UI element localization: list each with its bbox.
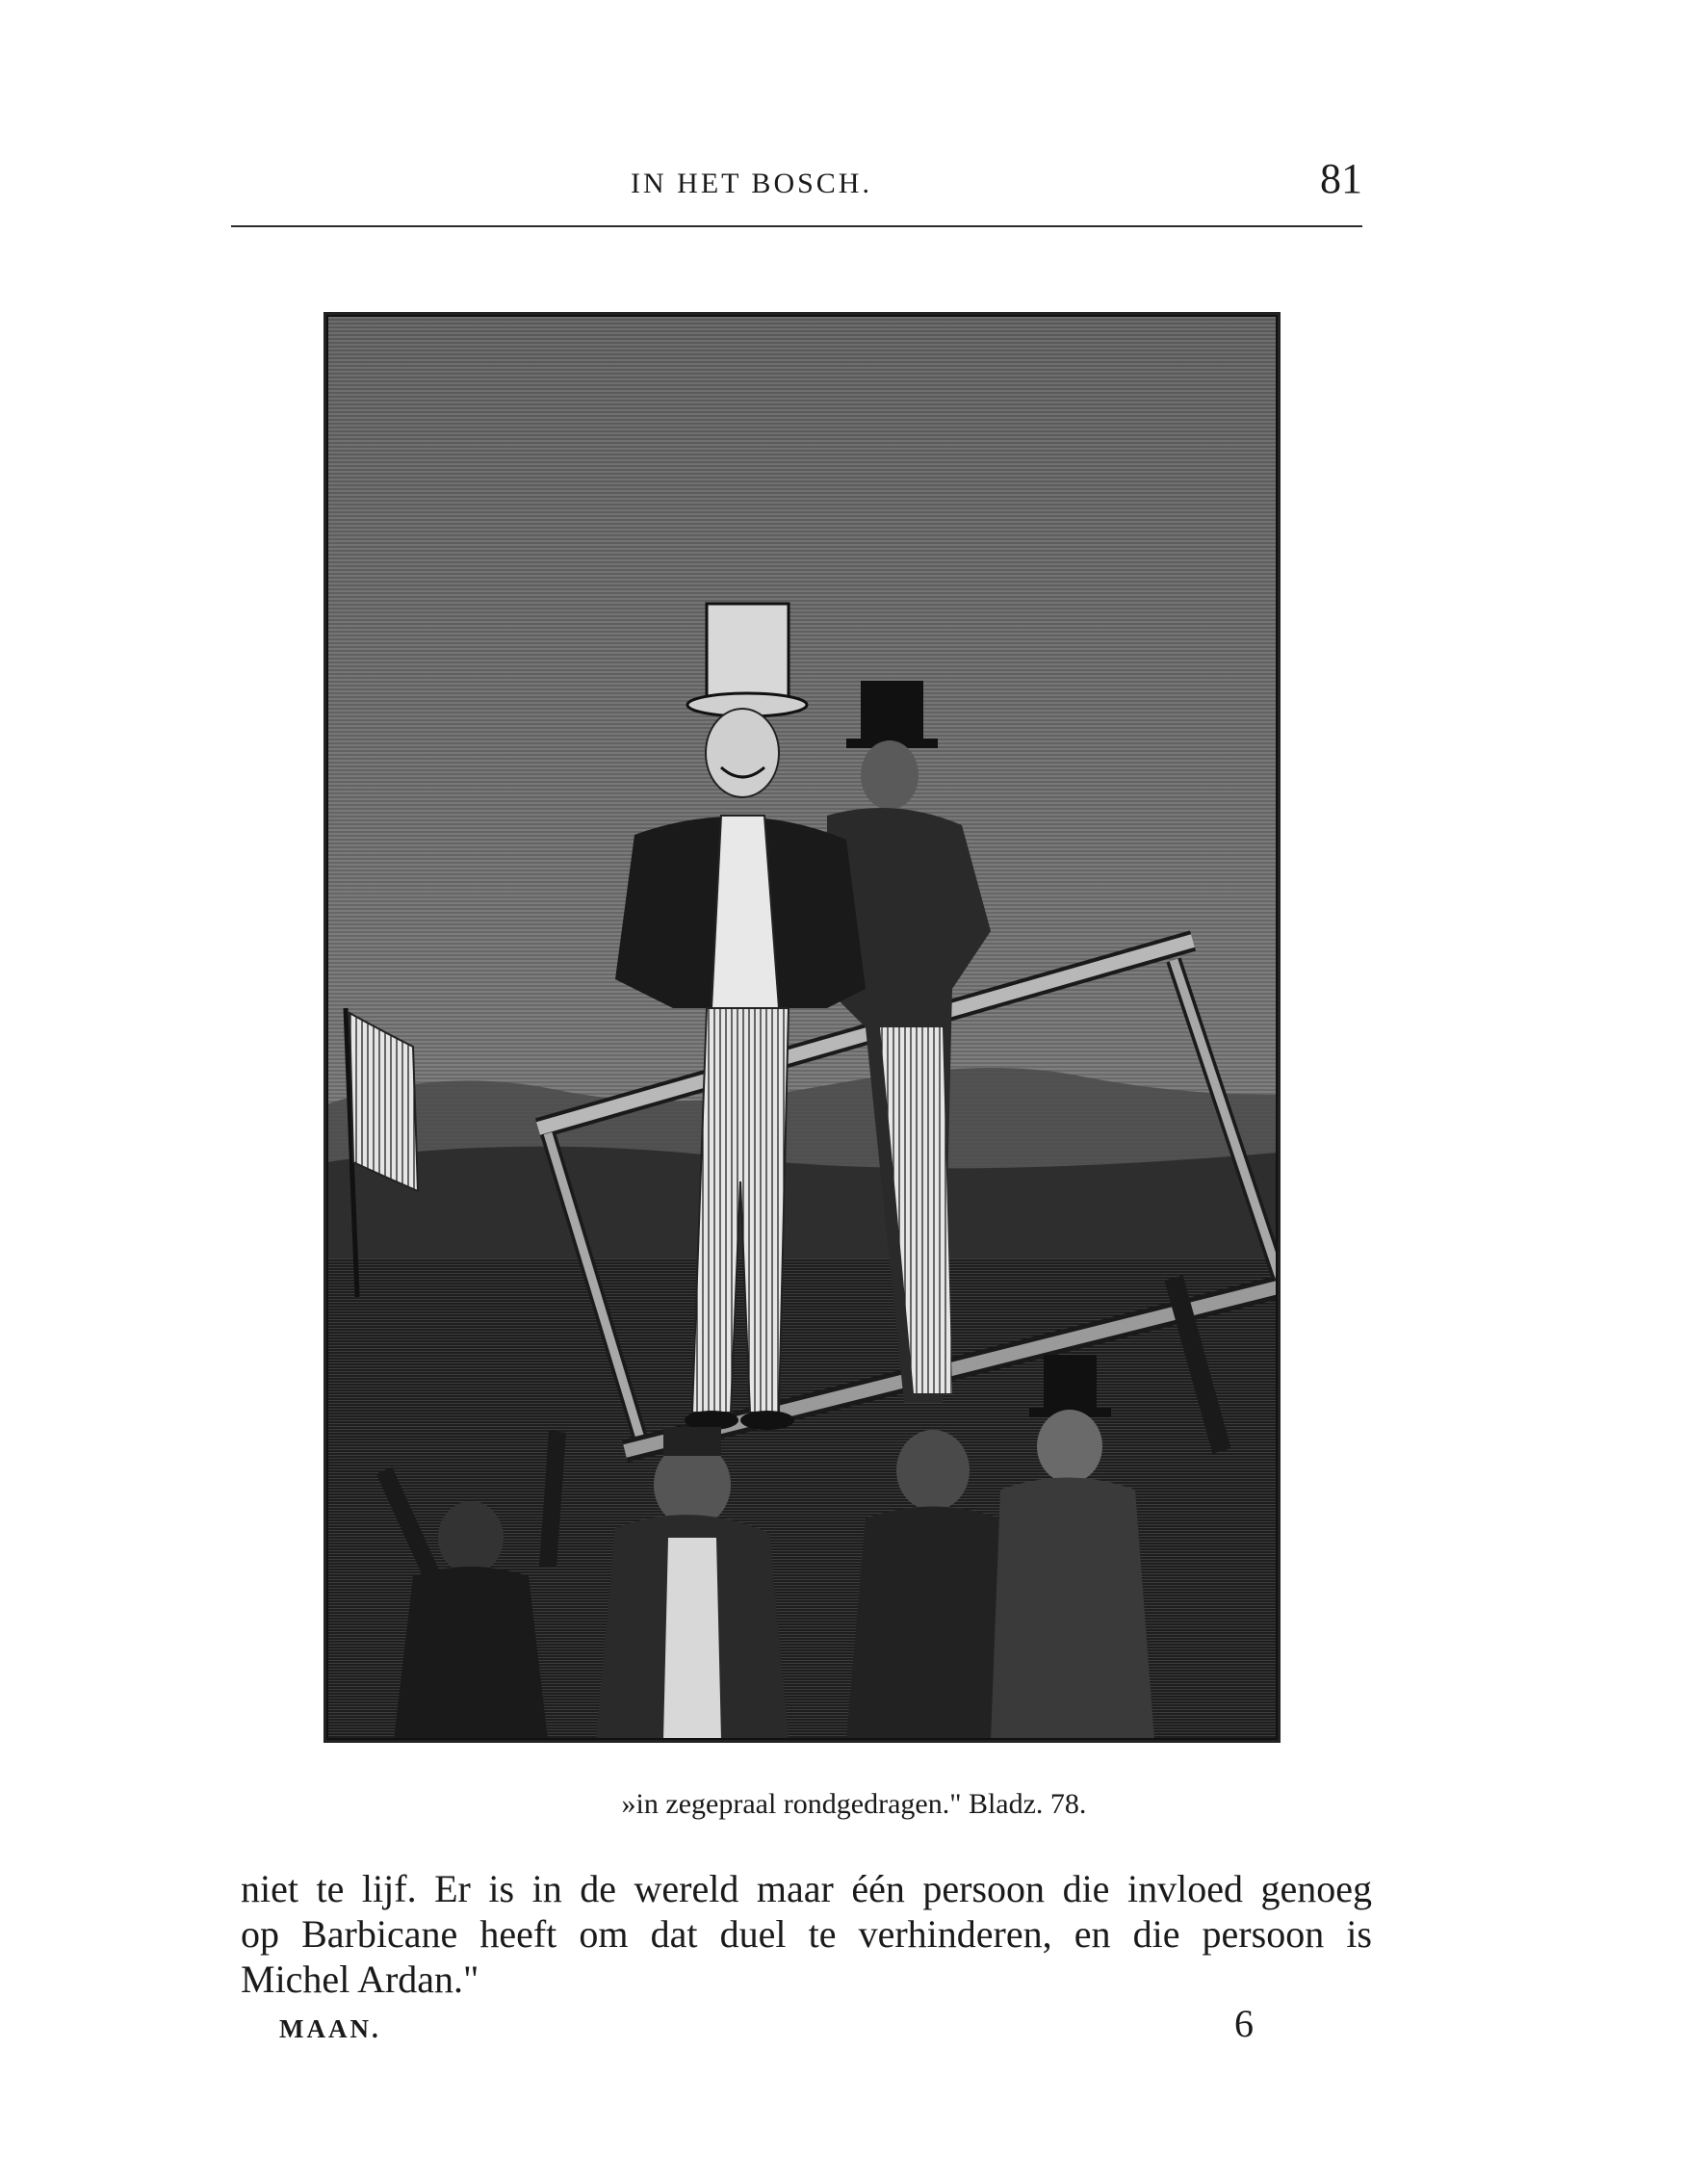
body-line: op Barbicane heeft om dat duel te verhinderen, en die persoon is [241,1912,1372,1956]
illustration-caption: »in zegepraal rondgedragen." Bladz. 78. [621,1788,1087,1820]
body-line: niet te lijf. Er is in de wereld maar één persoon die invloed genoeg [241,1867,1372,1910]
body-line: Michel Ardan." [241,1958,479,2001]
running-title: IN HET BOSCH. [631,168,872,199]
signature-mark: MAAN. [279,2014,381,2043]
engraving-illustration [323,312,1281,1743]
body-text [241,1866,1372,2002]
page-number: 81 [1320,155,1362,202]
header-rule [231,225,1362,227]
running-head [231,154,1362,221]
sheet-number: 6 [1234,2002,1254,2045]
